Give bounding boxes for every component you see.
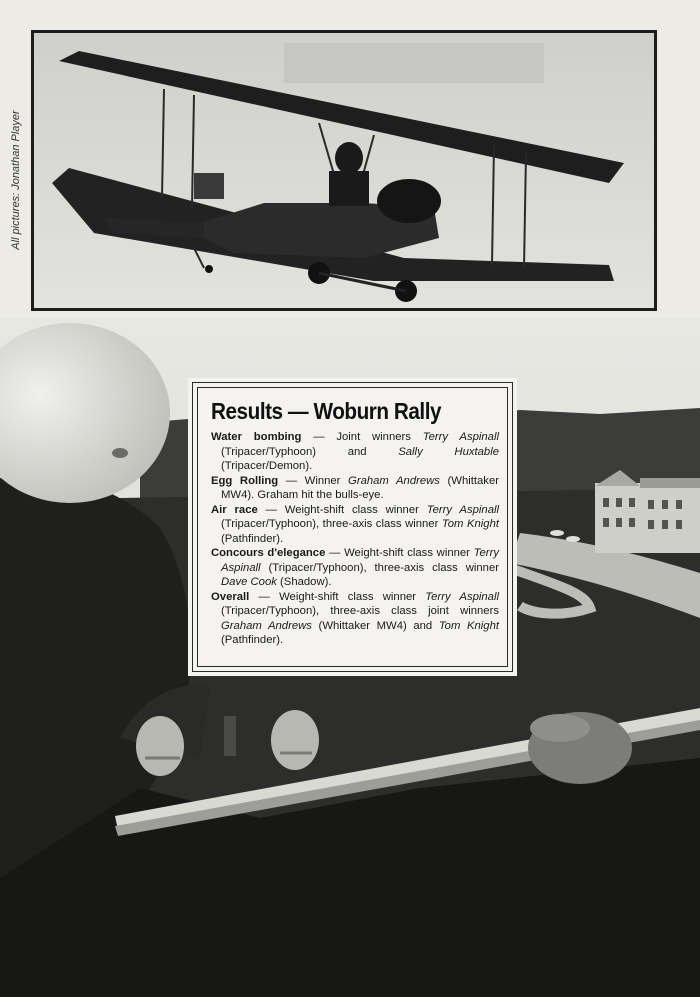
entry-text: (Tripacer/Typhoon), three-axis class winner [260,561,499,574]
entry-text: — Weight-shift class winner [249,590,426,603]
biplane-illustration [34,33,654,308]
winner-name: Terry Aspinall [422,431,499,443]
results-title: Results — Woburn Rally [211,398,442,424]
entry-text: (Shadow). [276,576,332,588]
winner-name: Graham Andrews [348,474,440,487]
result-entry-egg-rolling [211,474,499,503]
results-box [192,382,513,672]
entry-text: — Winner [278,474,349,487]
result-entry-water-bombing [211,430,499,474]
winner-name: Tom Knight [441,518,499,530]
entry-text: (Tripacer/Demon). [221,460,313,472]
entry-text: (Tripacer/Typhoon), three-axis class winner [221,518,442,530]
winner-name: Terry Aspinall [221,547,499,574]
entry-text: (Pathfinder). [221,634,284,646]
result-entry-overall [211,590,499,648]
photo-credit-text: All pictures: Jonathan Player [10,110,22,250]
entry-text: — Weight-shift class winner [325,547,474,559]
entry-text: (Tripacer/Typhoon) and [221,445,399,458]
biplane-photo [31,30,657,311]
winner-name: Dave Cook [221,576,277,588]
result-entry-air-race [211,503,499,547]
winner-name: Terry Aspinall [426,503,499,516]
photo-credit [6,100,26,260]
event-name: Air race [211,503,258,516]
winner-name: Terry Aspinall [425,590,499,603]
entry-text: (Whittaker MW4) and [311,619,439,632]
event-name: Overall [211,590,250,603]
entry-text: — Weight-shift class winner [257,503,427,516]
winner-name: Sally Huxtable [398,445,499,458]
event-name: Egg Rolling [211,474,279,487]
entry-text: (Whittaker MW4). Graham hit the bulls-eye. [221,474,500,501]
results-inner-frame [197,387,508,667]
entry-text: (Tripacer/Typhoon), three-axis class joint winners [221,605,499,617]
winner-name: Tom Knight [438,619,500,632]
event-name: Water bombing [211,431,302,443]
result-entry-concours [211,546,499,590]
winner-name: Graham Andrews [221,619,312,632]
entry-text: — Joint winners [301,431,423,443]
entry-text: (Pathfinder). [221,532,284,545]
event-name: Concours d'elegance [211,547,326,559]
